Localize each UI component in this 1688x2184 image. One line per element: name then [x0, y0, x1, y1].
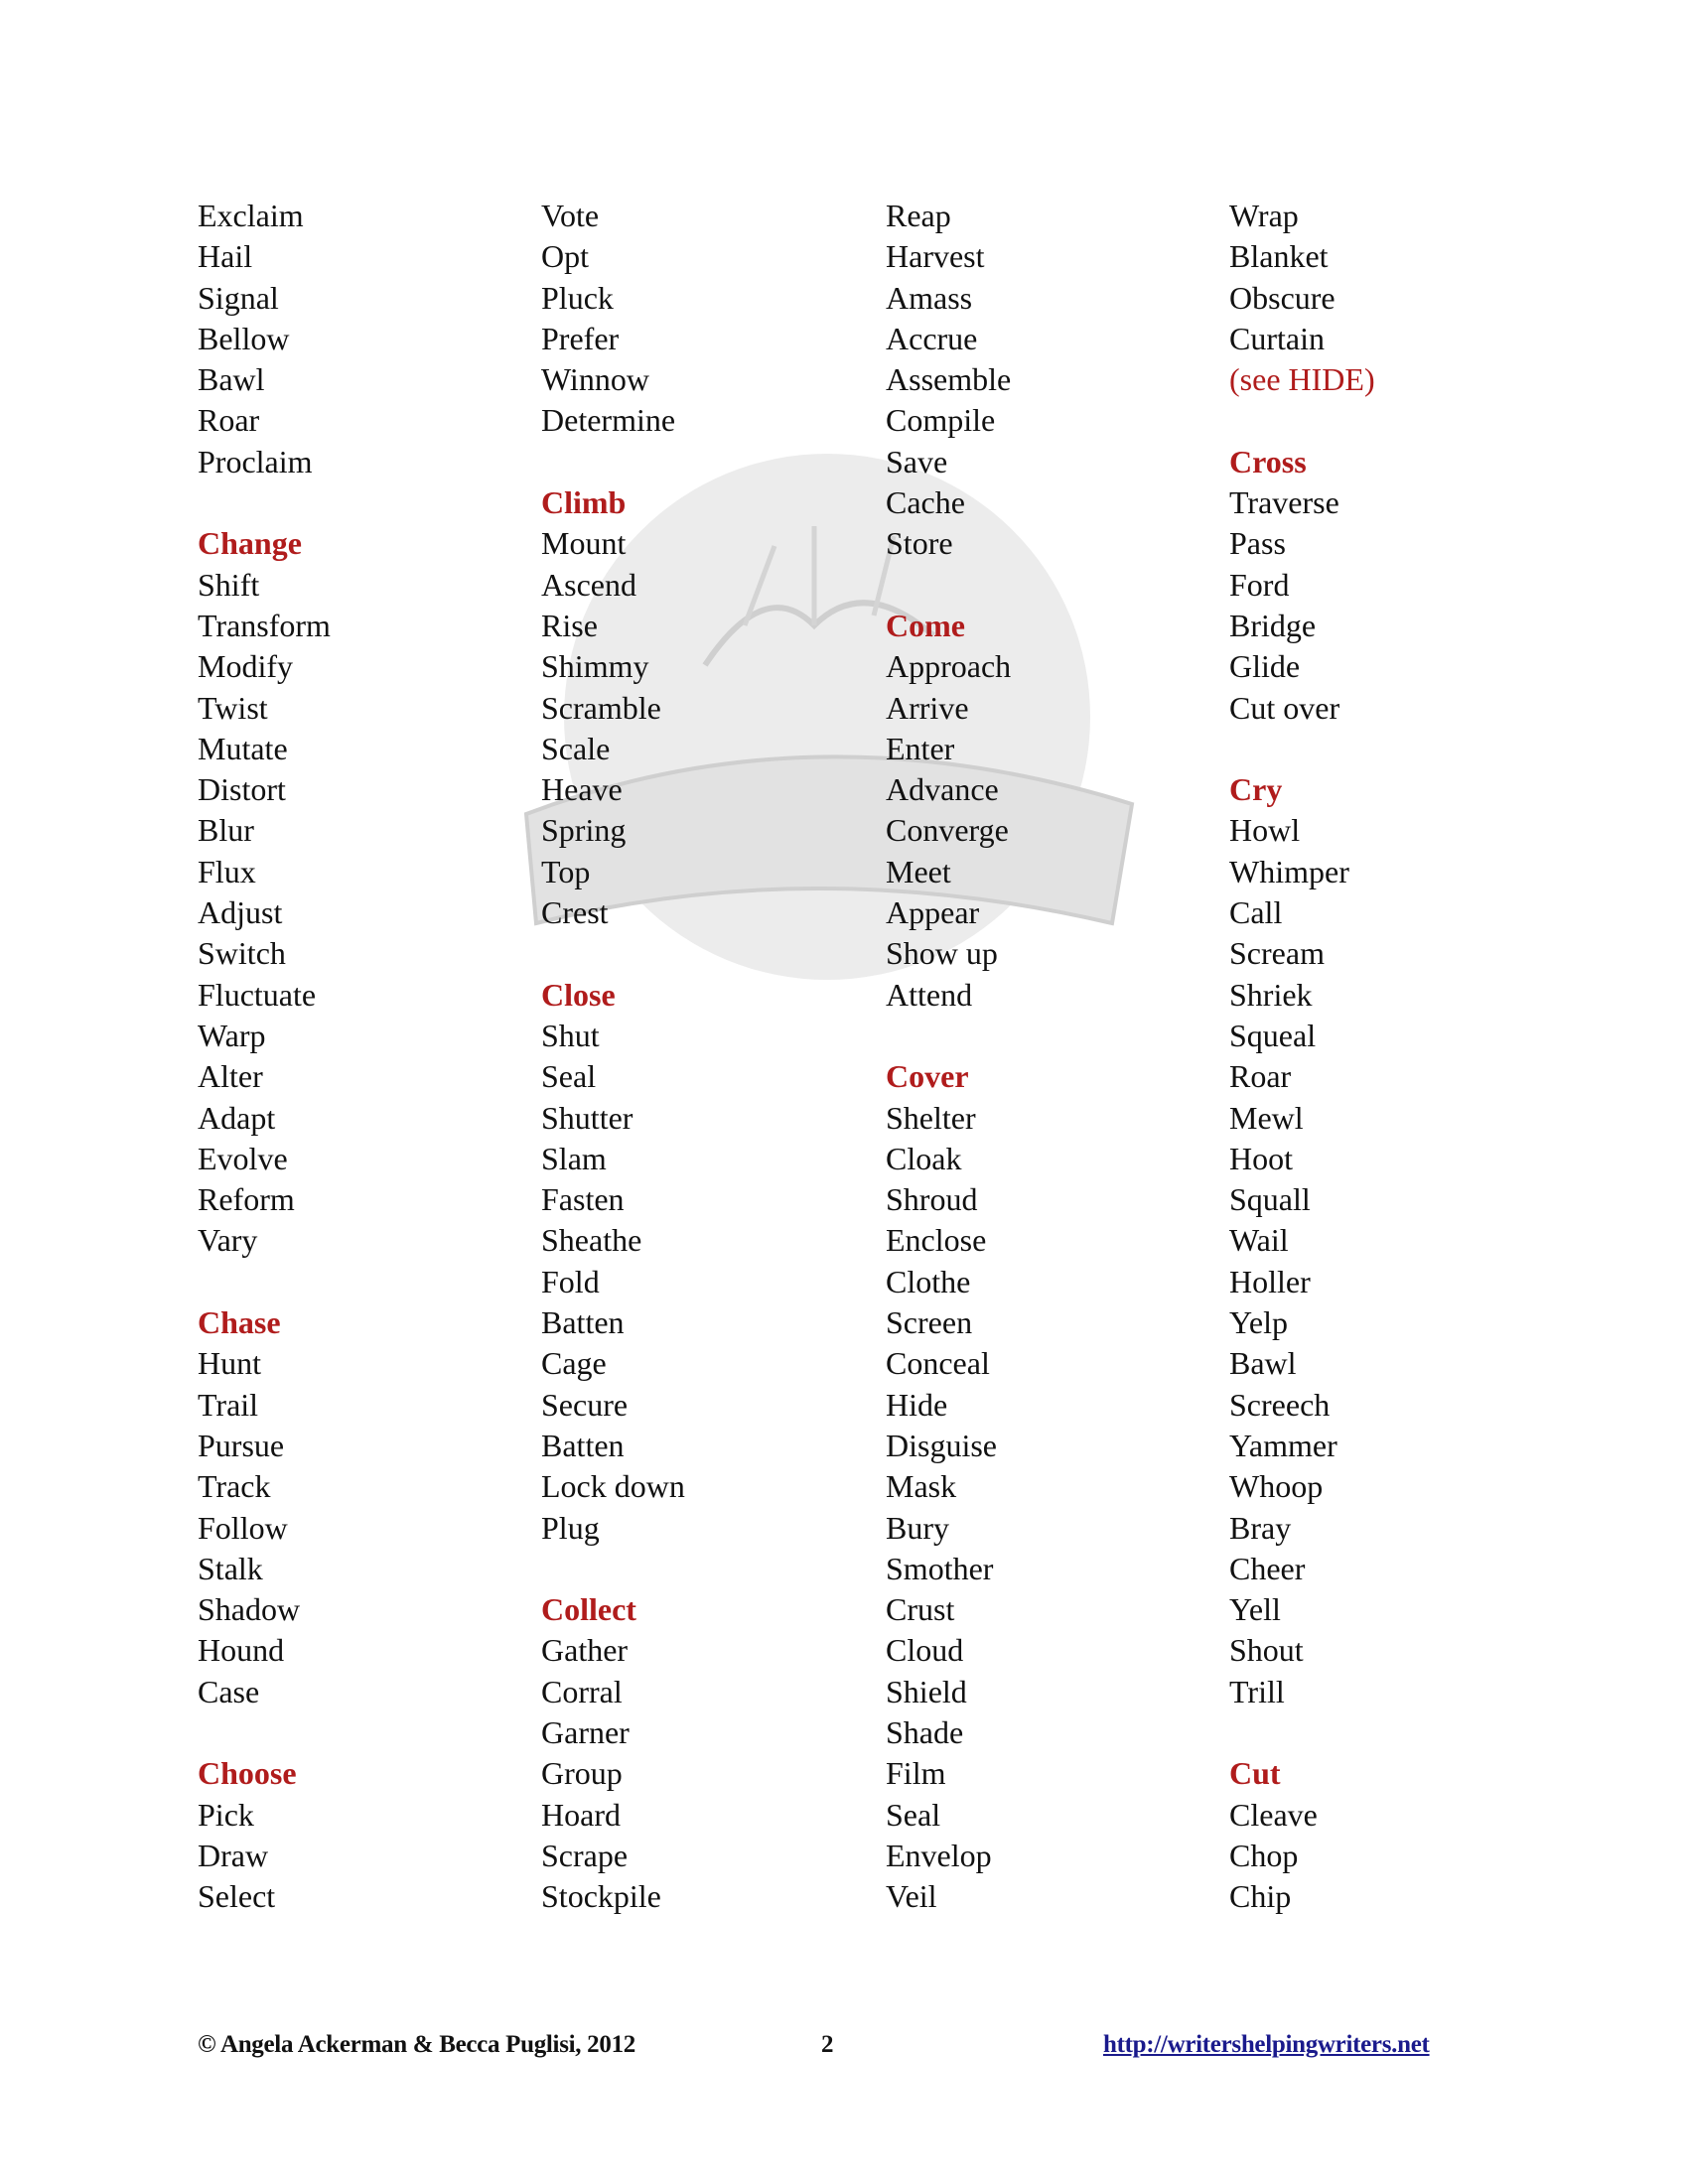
spacer	[1229, 729, 1375, 769]
word-item: Roar	[198, 402, 260, 439]
word-item: Converge	[886, 812, 1009, 849]
word-item: Evolve	[198, 1140, 288, 1176]
word-item: Secure	[541, 1386, 629, 1423]
website-link[interactable]: http://writershelpingwriters.net	[1103, 2031, 1430, 2058]
word-item: Pursue	[198, 1427, 285, 1463]
category-heading: Climb	[541, 484, 627, 521]
category-heading: Change	[198, 525, 302, 562]
word-item: Shadow	[198, 1591, 301, 1628]
word-item: Clothe	[886, 1263, 971, 1299]
word-item: Arrive	[886, 689, 969, 726]
word-item: Hoot	[1229, 1140, 1293, 1176]
spacer	[886, 1016, 1011, 1056]
word-item: Cheer	[1229, 1550, 1306, 1586]
word-item: Select	[198, 1878, 276, 1915]
word-item: Vary	[198, 1222, 258, 1259]
spacer	[1229, 400, 1375, 441]
word-item: Meet	[886, 853, 951, 889]
word-item: Conceal	[886, 1345, 990, 1382]
word-item: Scale	[541, 730, 611, 766]
spacer	[886, 565, 1011, 606]
word-item: Mewl	[1229, 1099, 1304, 1136]
word-item: Lock down	[541, 1468, 685, 1505]
word-item: Save	[886, 443, 948, 479]
word-item: Whoop	[1229, 1468, 1324, 1505]
word-item: Proclaim	[198, 443, 313, 479]
word-item: Shutter	[541, 1099, 633, 1136]
word-item: Reap	[886, 198, 951, 233]
word-item: Obscure	[1229, 279, 1336, 316]
word-item: Wail	[1229, 1222, 1289, 1259]
word-item: Squeal	[1229, 1017, 1317, 1053]
category-heading: Chase	[198, 1304, 281, 1341]
word-item: Group	[541, 1755, 623, 1792]
word-item: Blur	[198, 812, 254, 849]
word-item: Adapt	[198, 1099, 276, 1136]
word-item: Prefer	[541, 320, 620, 356]
word-item: Roar	[1229, 1058, 1292, 1095]
word-item: Vote	[541, 198, 600, 233]
word-item: Alter	[198, 1058, 263, 1095]
word-item: Ford	[1229, 566, 1290, 603]
category-heading: Cry	[1229, 771, 1283, 808]
word-item: Hunt	[198, 1345, 261, 1382]
word-item: Chip	[1229, 1878, 1292, 1915]
word-item: Adjust	[198, 894, 283, 931]
word-item: Shroud	[886, 1181, 978, 1218]
word-item: Modify	[198, 648, 293, 685]
word-item: Crest	[541, 894, 609, 931]
word-item: Shift	[198, 566, 260, 603]
word-column-4	[1229, 196, 1375, 1917]
word-item: Chop	[1229, 1837, 1299, 1873]
word-item: Blanket	[1229, 238, 1329, 275]
word-item: Shut	[541, 1017, 600, 1053]
word-item: Follow	[198, 1509, 288, 1546]
word-item: Bray	[1229, 1509, 1292, 1546]
word-item: Yell	[1229, 1591, 1281, 1628]
word-item: Yammer	[1229, 1427, 1337, 1463]
word-item: Screech	[1229, 1386, 1331, 1423]
word-item: Howl	[1229, 812, 1301, 849]
word-item: Veil	[886, 1878, 937, 1915]
word-item: Slam	[541, 1140, 607, 1176]
word-item: Transform	[198, 607, 331, 643]
word-item: Batten	[541, 1427, 625, 1463]
word-item: Cleave	[1229, 1796, 1318, 1833]
word-item: Ascend	[541, 566, 636, 603]
word-item: Winnow	[541, 361, 649, 398]
word-item: Rise	[541, 607, 598, 643]
word-item: Pass	[1229, 525, 1286, 562]
word-column-2	[541, 196, 685, 1917]
word-item: Wrap	[1229, 198, 1299, 233]
word-item: Gather	[541, 1632, 629, 1669]
word-item: Holler	[1229, 1263, 1311, 1299]
word-item: Plug	[541, 1509, 600, 1546]
word-item: Bury	[886, 1509, 949, 1546]
page-number: 2	[821, 2031, 834, 2058]
word-item: Fold	[541, 1263, 600, 1299]
word-item: Screen	[886, 1304, 973, 1341]
word-item: Scramble	[541, 689, 661, 726]
word-item: Traverse	[1229, 484, 1339, 521]
category-heading: Come	[886, 607, 965, 643]
word-item: Amass	[886, 279, 973, 316]
word-item: Bellow	[198, 320, 290, 356]
word-item: Trill	[1229, 1673, 1285, 1709]
word-item: Exclaim	[198, 198, 304, 233]
word-item: Mask	[886, 1468, 957, 1505]
word-item: Accrue	[886, 320, 978, 356]
word-item: Enclose	[886, 1222, 987, 1259]
word-item: Stockpile	[541, 1878, 661, 1915]
word-item: Shriek	[1229, 976, 1313, 1013]
word-item: Smother	[886, 1550, 994, 1586]
footer-copyright: © Angela Ackerman & Becca Puglisi, 2012	[198, 2031, 635, 2058]
spacer	[198, 482, 331, 523]
word-item: Attend	[886, 976, 973, 1013]
word-item: Film	[886, 1755, 946, 1792]
word-item: Opt	[541, 238, 589, 275]
word-item: Case	[198, 1673, 260, 1709]
word-item: Enter	[886, 730, 955, 766]
word-item: Shout	[1229, 1632, 1304, 1669]
word-item: Disguise	[886, 1427, 997, 1463]
word-item: Show up	[886, 935, 998, 972]
word-item: Mount	[541, 525, 627, 562]
word-item: Curtain	[1229, 320, 1325, 356]
category-heading: Cover	[886, 1058, 969, 1095]
spacer	[198, 1712, 331, 1753]
spacer	[541, 442, 685, 482]
word-item: Yelp	[1229, 1304, 1288, 1341]
word-item: Shelter	[886, 1099, 976, 1136]
word-item: Batten	[541, 1304, 625, 1341]
word-item: Envelop	[886, 1837, 992, 1873]
word-item: Twist	[198, 689, 268, 726]
word-item: Cloud	[886, 1632, 964, 1669]
word-item: Sheathe	[541, 1222, 642, 1259]
word-item: Mutate	[198, 730, 288, 766]
word-item: Bridge	[1229, 607, 1317, 643]
word-item: Switch	[198, 935, 286, 972]
word-item: Fluctuate	[198, 976, 317, 1013]
word-item: Trail	[198, 1386, 259, 1423]
word-item: Hide	[886, 1386, 948, 1423]
word-item: Shield	[886, 1673, 967, 1709]
word-item: Heave	[541, 771, 623, 808]
category-heading: Cross	[1229, 443, 1307, 479]
word-item: Flux	[198, 853, 256, 889]
word-item: Whimper	[1229, 853, 1349, 889]
word-item: Cage	[541, 1345, 607, 1382]
word-item: Approach	[886, 648, 1012, 685]
word-item: Store	[886, 525, 953, 562]
word-item: Determine	[541, 402, 676, 439]
word-item: Compile	[886, 402, 996, 439]
word-item: Assemble	[886, 361, 1012, 398]
word-item: Appear	[886, 894, 980, 931]
word-item: Seal	[541, 1058, 597, 1095]
word-item: Stalk	[198, 1550, 263, 1586]
spacer	[541, 1549, 685, 1589]
word-item: Pick	[198, 1796, 254, 1833]
word-item: Hound	[198, 1632, 285, 1669]
word-item: Shimmy	[541, 648, 649, 685]
word-item: Reform	[198, 1181, 295, 1218]
word-item: Hail	[198, 238, 253, 275]
category-heading: Close	[541, 976, 616, 1013]
word-item: Glide	[1229, 648, 1301, 685]
word-item: Top	[541, 853, 591, 889]
word-item: Distort	[198, 771, 286, 808]
word-item: Cache	[886, 484, 965, 521]
cross-reference-note: (see HIDE)	[1229, 361, 1375, 398]
word-column-1	[198, 196, 331, 1917]
word-item: Bawl	[1229, 1345, 1297, 1382]
word-item: Harvest	[886, 238, 985, 275]
word-item: Draw	[198, 1837, 269, 1873]
spacer	[198, 1262, 331, 1302]
word-item: Squall	[1229, 1181, 1311, 1218]
word-item: Pluck	[541, 279, 614, 316]
word-item: Cut over	[1229, 689, 1340, 726]
word-item: Warp	[198, 1017, 266, 1053]
word-item: Garner	[541, 1713, 630, 1750]
category-heading: Cut	[1229, 1755, 1281, 1792]
category-heading: Collect	[541, 1591, 636, 1628]
word-item: Seal	[886, 1796, 941, 1833]
word-item: Call	[1229, 894, 1283, 931]
word-item: Bawl	[198, 361, 265, 398]
word-item: Scrape	[541, 1837, 629, 1873]
word-item: Crust	[886, 1591, 955, 1628]
word-item: Spring	[541, 812, 627, 849]
spacer	[1229, 1712, 1375, 1753]
word-item: Scream	[1229, 935, 1325, 972]
word-item: Signal	[198, 279, 279, 316]
word-column-3	[886, 196, 1011, 1917]
word-item: Fasten	[541, 1181, 625, 1218]
category-heading: Choose	[198, 1755, 297, 1792]
spacer	[541, 933, 685, 974]
word-item: Track	[198, 1468, 271, 1505]
word-item: Hoard	[541, 1796, 621, 1833]
word-item: Shade	[886, 1713, 964, 1750]
word-item: Advance	[886, 771, 999, 808]
word-item: Cloak	[886, 1140, 962, 1176]
word-item: Corral	[541, 1673, 623, 1709]
